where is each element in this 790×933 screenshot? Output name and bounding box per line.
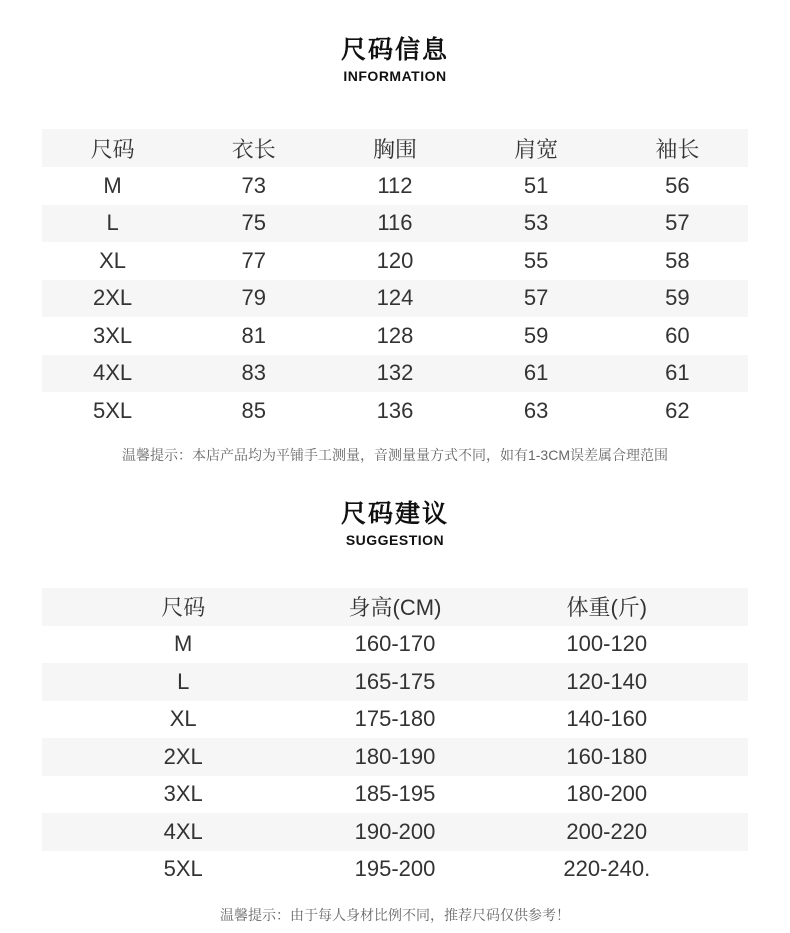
table-row — [42, 851, 748, 889]
table-cell: 190-200 — [354, 818, 436, 844]
table-cell: 128 — [376, 322, 414, 348]
table-cell: 61 — [523, 360, 549, 386]
size-suggestion-table — [42, 588, 748, 889]
table-cell: 57 — [665, 210, 690, 236]
table-cell: 100-120 — [566, 631, 648, 657]
column-header: 胸围 — [372, 136, 417, 162]
table-cell: 4XL — [93, 360, 133, 386]
table-row — [42, 626, 748, 664]
table-cell: 120 — [376, 247, 414, 273]
table-header-row — [42, 588, 748, 626]
table-cell: 79 — [241, 285, 267, 311]
size-suggestion-note: 温馨提示：由于每人身材比例不同，推荐尺码仅供参考！ — [220, 907, 570, 923]
column-header: 袖长 — [655, 136, 700, 162]
column-header: 体重(斤) — [566, 595, 648, 620]
table-cell: 3XL — [93, 322, 133, 348]
table-cell: 62 — [665, 397, 690, 423]
table-cell: 4XL — [163, 818, 203, 844]
size-suggestion-section — [0, 501, 790, 924]
table-row — [42, 242, 748, 280]
table-cell: 58 — [665, 247, 690, 273]
table-cell: 195-200 — [354, 856, 436, 882]
table-row — [42, 813, 748, 851]
table-cell: 180-190 — [354, 743, 436, 769]
table-cell: 120-140 — [566, 668, 648, 694]
size-info-subtitle: INFORMATION — [343, 68, 447, 84]
table-row — [42, 280, 748, 318]
table-cell: 112 — [377, 172, 413, 198]
table-cell: 73 — [241, 172, 267, 198]
table-cell: 220-240. — [563, 856, 651, 882]
size-suggestion-subtitle: SUGGESTION — [345, 531, 445, 548]
table-cell: L — [177, 668, 190, 694]
table-cell: 5XL — [93, 397, 133, 423]
table-cell: 59 — [665, 285, 690, 311]
table-cell: 53 — [523, 210, 549, 236]
table-cell: L — [106, 210, 119, 236]
table-cell: 3XL — [163, 781, 203, 807]
table-cell: 160-180 — [566, 743, 648, 769]
size-info-title: 尺码信息 — [340, 36, 449, 64]
table-cell: 185-195 — [354, 781, 436, 807]
table-row — [42, 167, 748, 205]
size-info-section — [0, 37, 790, 463]
table-cell: 75 — [241, 210, 267, 236]
table-row — [42, 355, 748, 393]
table-cell: 132 — [376, 360, 414, 386]
table-row — [42, 701, 748, 739]
size-suggestion-title: 尺码建议 — [340, 499, 449, 528]
table-cell: 56 — [665, 172, 690, 198]
table-cell: 124 — [376, 285, 414, 311]
table-cell: 136 — [376, 397, 414, 423]
table-cell: 60 — [665, 322, 690, 348]
table-cell: 2XL — [163, 743, 203, 769]
table-cell: 83 — [241, 360, 267, 386]
table-cell: 63 — [523, 397, 549, 423]
size-info-table — [42, 129, 748, 430]
table-row — [42, 776, 748, 814]
table-row — [42, 663, 748, 701]
table-cell: XL — [169, 706, 197, 732]
table-cell: 77 — [241, 247, 267, 273]
table-cell: 81 — [241, 322, 267, 348]
table-cell: 2XL — [93, 285, 133, 311]
column-header: 肩宽 — [514, 136, 559, 162]
table-cell: 57 — [523, 285, 549, 311]
table-cell: 160-170 — [354, 631, 436, 657]
table-cell: 55 — [523, 247, 549, 273]
size-info-note: 温馨提示：本店产品均为平铺手工测量，音测量量方式不同，如有1-3CM误差属合理范围 — [121, 446, 668, 463]
column-header: 身高(CM) — [348, 595, 442, 620]
table-header-row — [42, 129, 748, 167]
table-row — [42, 205, 748, 243]
table-cell: 116 — [377, 210, 413, 236]
table-cell: M — [174, 631, 193, 657]
table-cell: 165-175 — [354, 668, 436, 694]
column-header: 衣长 — [231, 136, 276, 162]
table-cell: 200-220 — [566, 818, 648, 844]
table-cell: 175-180 — [354, 706, 436, 732]
column-header: 尺码 — [90, 136, 135, 162]
table-row — [42, 738, 748, 776]
table-cell: 61 — [665, 360, 690, 386]
table-cell: 180-200 — [566, 781, 648, 807]
column-header: 尺码 — [161, 595, 206, 620]
table-cell: 51 — [523, 172, 549, 198]
table-row — [42, 392, 748, 430]
table-cell: 5XL — [163, 856, 203, 882]
table-cell: 85 — [241, 397, 267, 423]
table-cell: XL — [99, 247, 127, 273]
table-row — [42, 317, 748, 355]
table-cell: 59 — [523, 322, 549, 348]
table-cell: M — [103, 172, 122, 198]
table-cell: 140-160 — [566, 706, 648, 732]
